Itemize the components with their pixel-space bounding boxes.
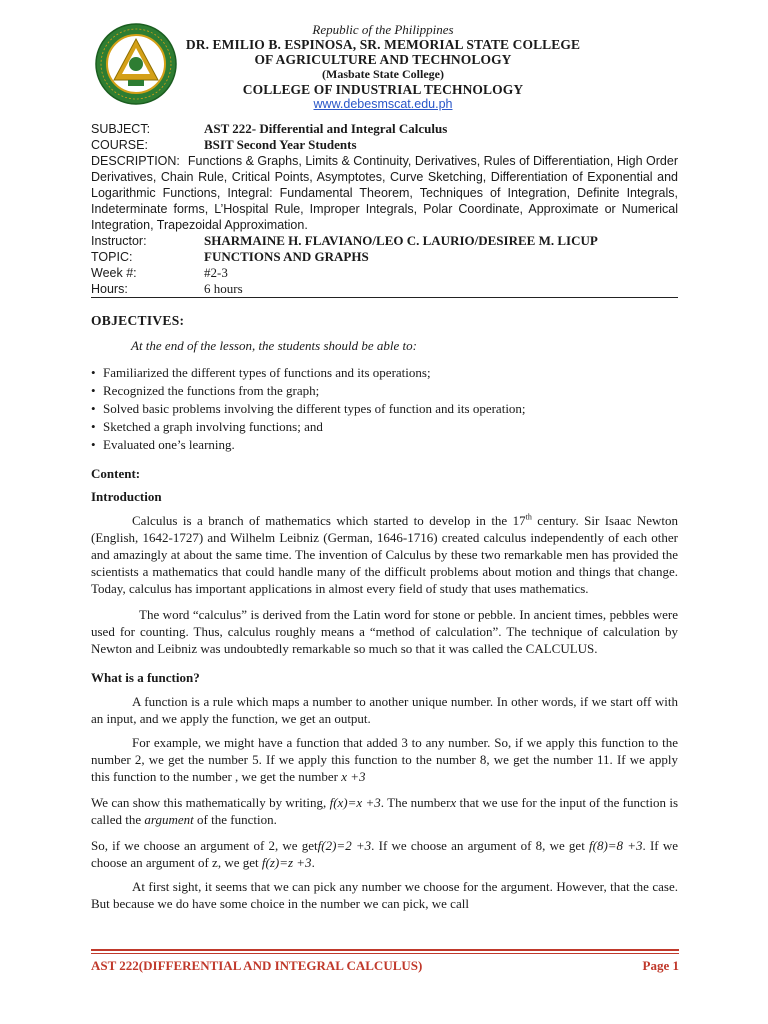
website-link[interactable]: www.debesmscat.edu.ph bbox=[313, 97, 453, 111]
topic-value: FUNCTIONS AND GRAPHS bbox=[204, 249, 369, 264]
p5-text-d: of the function. bbox=[193, 812, 277, 827]
p6-text-c: . If we choose an argument of z, we get bbox=[91, 838, 678, 870]
p7-text: At first sight, it seems that we can pick any number we choose for the argument. However, that the case. But because we do have some choice in the number we can pick, we call bbox=[91, 879, 678, 911]
course-row bbox=[91, 137, 678, 153]
subject-row bbox=[91, 121, 678, 137]
function-paragraph-1 bbox=[91, 693, 678, 727]
footer-course: AST 222(DIFFERENTIAL AND INTEGRAL CALCULUS) bbox=[91, 958, 423, 973]
instructor-value: SHARMAINE H. FLAVIANO/LEO C. LAURIO/DESIREE M. LICUP bbox=[204, 233, 598, 248]
p4-text: For example, we might have a function that added 3 to any number. So, if we apply this function to the number 2, we get the number 5. If we apply this function to the number 8, we get the number 11. If we apply this function to the number , we get the number bbox=[91, 735, 678, 784]
week-value: #2-3 bbox=[204, 265, 228, 280]
document-body bbox=[91, 312, 678, 912]
bullet-icon: • bbox=[91, 437, 96, 452]
p1-text-b: century. Sir Isaac Newton (English, 1642-1727) and Wilhelm Leibniz (German, 1646-1716) created calculus independently of each other and amazingly at about the same time. The invention of Calculus by these two remarkable men has provided the scientists a mathematics that could handle many of the difficult problems about motion and things that change. Today, calculus has important applications in almost every field of study that uses mathematics. bbox=[91, 513, 678, 596]
p6-math-2: f(8)=8 +3 bbox=[589, 838, 643, 853]
week-label: Week #: bbox=[91, 266, 137, 280]
course-info bbox=[91, 121, 678, 298]
bullet-icon: • bbox=[91, 365, 96, 380]
p5-text-b: . The number bbox=[380, 795, 451, 810]
p5-math-x: x bbox=[450, 795, 457, 810]
page-number: Page 1 bbox=[642, 958, 679, 973]
objective-text: Familiarized the different types of functions and its operations; bbox=[103, 365, 431, 380]
bullet-icon: • bbox=[91, 383, 96, 398]
p6-text-d: . bbox=[311, 855, 315, 870]
objectives-heading: OBJECTIVES: bbox=[91, 313, 185, 328]
p1-text-a: Calculus is a branch of mathematics which started to develop in the 17 bbox=[132, 513, 526, 528]
hours-value: 6 hours bbox=[204, 281, 243, 296]
course-label: COURSE: bbox=[91, 138, 148, 152]
course-value: BSIT Second Year Students bbox=[204, 137, 357, 152]
topic-label: TOPIC: bbox=[91, 250, 133, 264]
function-paragraph-5 bbox=[91, 878, 678, 912]
list-item bbox=[91, 382, 678, 399]
hours-label: Hours: bbox=[91, 282, 128, 296]
college-name-line4: COLLEGE OF INDUSTRIAL TECHNOLOGY bbox=[242, 82, 524, 97]
objective-text: Recognized the functions from the graph; bbox=[103, 383, 320, 398]
letterhead bbox=[150, 22, 616, 112]
description-label: DESCRIPTION: bbox=[91, 154, 180, 168]
p6-math-1: f(2)=2 +3 bbox=[317, 838, 372, 853]
p4-math: x +3 bbox=[341, 769, 366, 784]
hours-row bbox=[91, 281, 678, 297]
topic-row bbox=[91, 249, 678, 265]
instructor-row bbox=[91, 233, 678, 249]
p5-text-c: that we use for the input of the function is called the bbox=[91, 795, 679, 827]
p5-math: f(x)=x +3 bbox=[329, 795, 381, 810]
footer-rule-thick bbox=[91, 949, 679, 951]
function-paragraph-4 bbox=[91, 837, 678, 871]
objectives-list bbox=[91, 364, 678, 453]
bullet-icon: • bbox=[91, 401, 96, 416]
objective-text: Sketched a graph involving functions; and bbox=[103, 419, 323, 434]
p6-text-a: So, if we choose an argument of 2, we get bbox=[91, 838, 318, 853]
function-heading: What is a function? bbox=[91, 670, 200, 685]
subject-label: SUBJECT: bbox=[91, 122, 151, 136]
college-name-line1: DR. EMILIO B. ESPINOSA, SR. MEMORIAL STATE COLLEGE bbox=[185, 37, 581, 52]
p5-text-a: We can show this mathematically by writing, bbox=[91, 795, 330, 810]
page-footer bbox=[91, 958, 679, 974]
week-row bbox=[91, 265, 678, 281]
list-item bbox=[91, 436, 678, 453]
p3-text: A function is a rule which maps a number to another unique number. In other words, if we start off with an input, and we apply the function, we get an output. bbox=[91, 694, 678, 726]
content-heading: Content: bbox=[91, 466, 141, 481]
function-paragraph-3 bbox=[91, 794, 678, 828]
subject-value: AST 222- Differential and Integral Calculus bbox=[204, 121, 448, 136]
introduction-heading: Introduction bbox=[91, 489, 162, 504]
list-item bbox=[91, 418, 678, 435]
list-item bbox=[91, 400, 678, 417]
instructor-label: Instructor: bbox=[91, 234, 147, 248]
description-row bbox=[91, 153, 678, 233]
p6-math-3: f(z)=z +3 bbox=[261, 855, 312, 870]
objective-text: Solved basic problems involving the different types of function and its operation; bbox=[103, 401, 526, 416]
college-name-line2: OF AGRICULTURE AND TECHNOLOGY bbox=[254, 52, 512, 67]
list-item bbox=[91, 364, 678, 381]
p2-text: The word “calculus” is derived from the Latin word for stone or pebble. In ancient times, pebbles were used for counting. Thus, calculus roughly means a “method of calculation”. The technique of calculation by Newton and Leibniz was undoubtedly remarkable so much so that it was called the CALCULUS. bbox=[91, 607, 678, 656]
intro-paragraph-2 bbox=[91, 606, 678, 657]
intro-paragraph-1 bbox=[91, 512, 678, 597]
description-value: Functions & Graphs, Limits & Continuity, Derivatives, Rules of Differentiation, High Order Derivatives, Chain Rule, Critical Points, Asymptotes, Curve Sketching, Differentiation of Exponential and Logarithmic Functions, Integral: Fundamental Theorem, Techniques of Integration, Definite Integrals, Indeterminate forms, L’Hospital Rule, Improper Integrals, Polar Coordinate, Approximate or Numerical Integration, Trapezoidal Approximation. bbox=[91, 154, 678, 232]
objective-text: Evaluated one’s learning. bbox=[103, 437, 235, 452]
p6-text-b: . If we choose an argument of 8, we get bbox=[371, 838, 590, 853]
section-divider bbox=[91, 297, 678, 298]
objectives-intro: At the end of the lesson, the students should be able to: bbox=[131, 338, 417, 353]
republic-line: Republic of the Philippines bbox=[312, 22, 454, 37]
p5-emphasis: argument bbox=[144, 812, 194, 827]
function-paragraph-2 bbox=[91, 734, 678, 785]
p1-superscript: th bbox=[525, 512, 532, 522]
footer-rule-thin bbox=[91, 953, 679, 954]
bullet-icon: • bbox=[91, 419, 96, 434]
college-name-line3: (Masbate State College) bbox=[322, 67, 444, 81]
